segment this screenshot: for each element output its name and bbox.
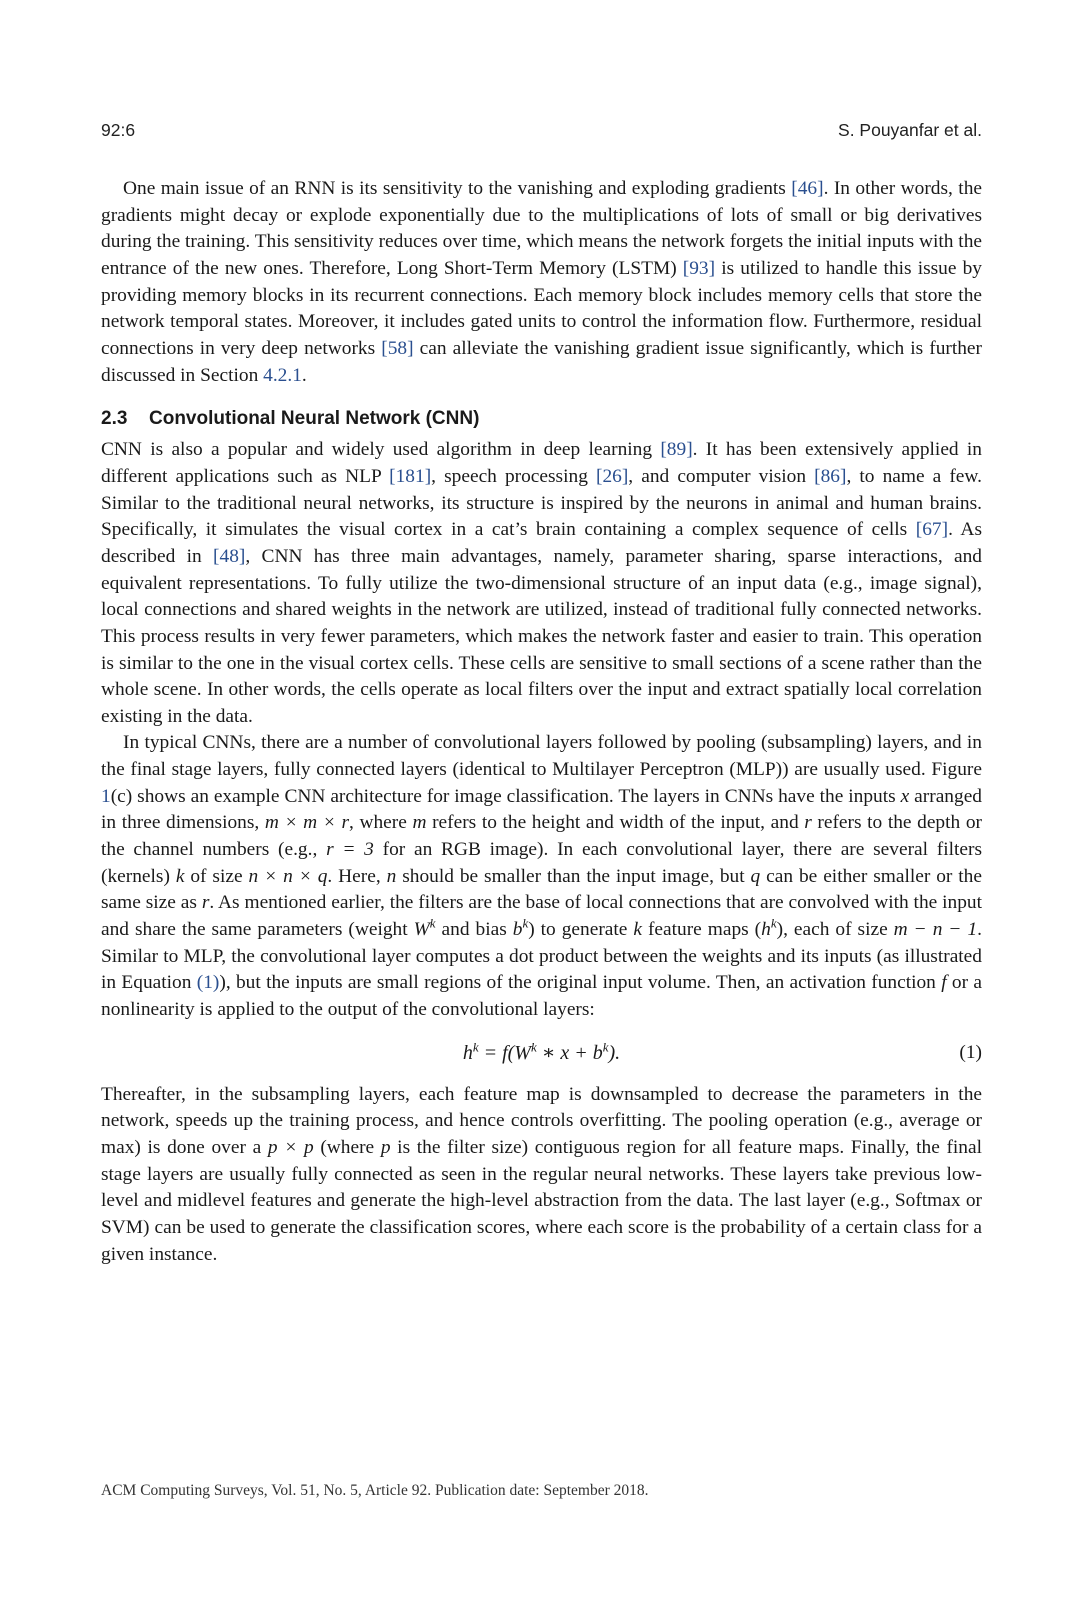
citation-link[interactable]: [181] (389, 465, 432, 487)
section-title: Convolutional Neural Network (CNN) (149, 408, 480, 430)
paragraph-cnn-layers: In typical CNNs, there are a number of convolutional layers followed by pooling (subsampling) layers, and in the final stage layers, fully connected layers (identical to Multilayer Perceptron (MLP)) are usually used. Figure 1(c) shows an example CNN architecture for image classification. The layers in CNNs have the inputs x arranged in three dimensions, m × m × r, where m refers to the height and width of the input, and r refers to the depth or the channel numbers (e.g., r = 3 for an RGB image). In each convolutional layer, there are several filters (kernels) k of size n × n × q. Here, n should be smaller than the input image, but q can be either smaller or the same size as r. As mentioned earlier, the filters are the base of local connections that are convolved with the input and share the same parameters (weight $W^k$ and bias $b^k$) to generate k feature maps $(h^k)$, each of size m − n − 1. Similar to MLP, the convolutional layer computes a dot product between the weights and its inputs (as illustrated in Equation (1)), but the inputs are small regions of the original input volume. Then, an activation function f or a nonlinearity is applied to the output of the convolutional layers: (101, 732, 983, 1021)
equation-1 (101, 1040, 982, 1066)
section-heading (101, 406, 982, 432)
citation-link[interactable]: [46] (791, 178, 824, 199)
paragraph-rnn-gradients: One main issue of an RNN is its sensitivity to the vanishing and exploding gradients [46]. In other words, the gradients might decay or explode exponentially due to the multiplications of lots of small or big derivatives during the training. This sensitivity reduces over time, which means the network forgets the initial inputs with the entrance of the new ones. Therefore, Long Short-Term Memory (LSTM) [93] is utilized to handle this issue by providing memory blocks in its recurrent connections. Each memory block includes memory cells that store the network temporal states. Moreover, it includes gated units to control the information flow. Furthermore, residual connections in very deep networks [58] can alleviate the vanishing gradient issue significantly, which is further discussed in Section 4.2.1. (101, 178, 982, 386)
figure-link[interactable]: 1 (101, 785, 111, 807)
citation-link[interactable]: [89] (660, 439, 693, 461)
section-number: 2.3 (101, 408, 128, 430)
citation-link[interactable]: [93] (682, 257, 716, 279)
equation-body: $h^k = f(W^k$ ∗ $x + b^k$). (462, 1039, 621, 1064)
running-head (101, 120, 982, 141)
page-label: 92:6 (101, 120, 136, 140)
citation-link[interactable]: [58] (381, 337, 414, 359)
equation-number: (1) (959, 1041, 982, 1063)
author-line: S. Pouyanfar et al. (838, 120, 982, 140)
journal-footer: ACM Computing Surveys, Vol. 51, No. 5, Article 92. Publication date: September 2018. (101, 1482, 649, 1499)
citation-link[interactable]: [86] (814, 465, 847, 487)
paragraph-cnn-intro: CNN is also a popular and widely used algorithm in deep learning [89]. It has been extensively applied in different applications such as NLP [181], speech processing [26], and computer vision [86], to name a few. Similar to the traditional neural networks, its structure is inspired by the neurons in animal and human brains. Specifically, it simulates the visual cortex in a cat’s brain containing a complex sequence of cells [67]. As described in [48], CNN has three main advantages, namely, parameter sharing, sparse interactions, and equivalent representations. To fully utilize the two-dimensional structure of an input data (e.g., image signal), local connections and shared weights in the network are utilized, instead of traditional fully connected networks. This process results in very fewer parameters, which makes the network faster and easier to train. This operation is similar to the one in the visual cortex cells. These cells are sensitive to small sections of a scene rather than the whole scene. In other words, the cells operate as local filters over the input and extract spatially local correlation existing in the data. (101, 439, 982, 727)
body-text (101, 176, 982, 1268)
citation-link[interactable]: [26] (595, 465, 629, 487)
citation-link[interactable]: [48] (213, 545, 246, 567)
equation-link[interactable]: (1) (196, 972, 220, 994)
section-link[interactable]: 4.2.1 (263, 364, 302, 386)
paragraph-subsampling: Thereafter, in the subsampling layers, each feature map is downsampled to decrease the parameters in the network, speeds up the training process, and hence controls overfitting. The pooling operation (e.g., average or max) is done over a p × p (where p is the filter size) contiguous region for all feature maps. Finally, the final stage layers are usually fully connected as seen in the regular neural networks. These layers take previous low-level and midlevel features and generate the high-level abstraction from the data. The last layer (e.g., Softmax or SVM) can be used to generate the classification scores, where each score is the probability of a certain class for a given instance. (101, 1083, 983, 1265)
citation-link[interactable]: [67] (915, 519, 949, 541)
